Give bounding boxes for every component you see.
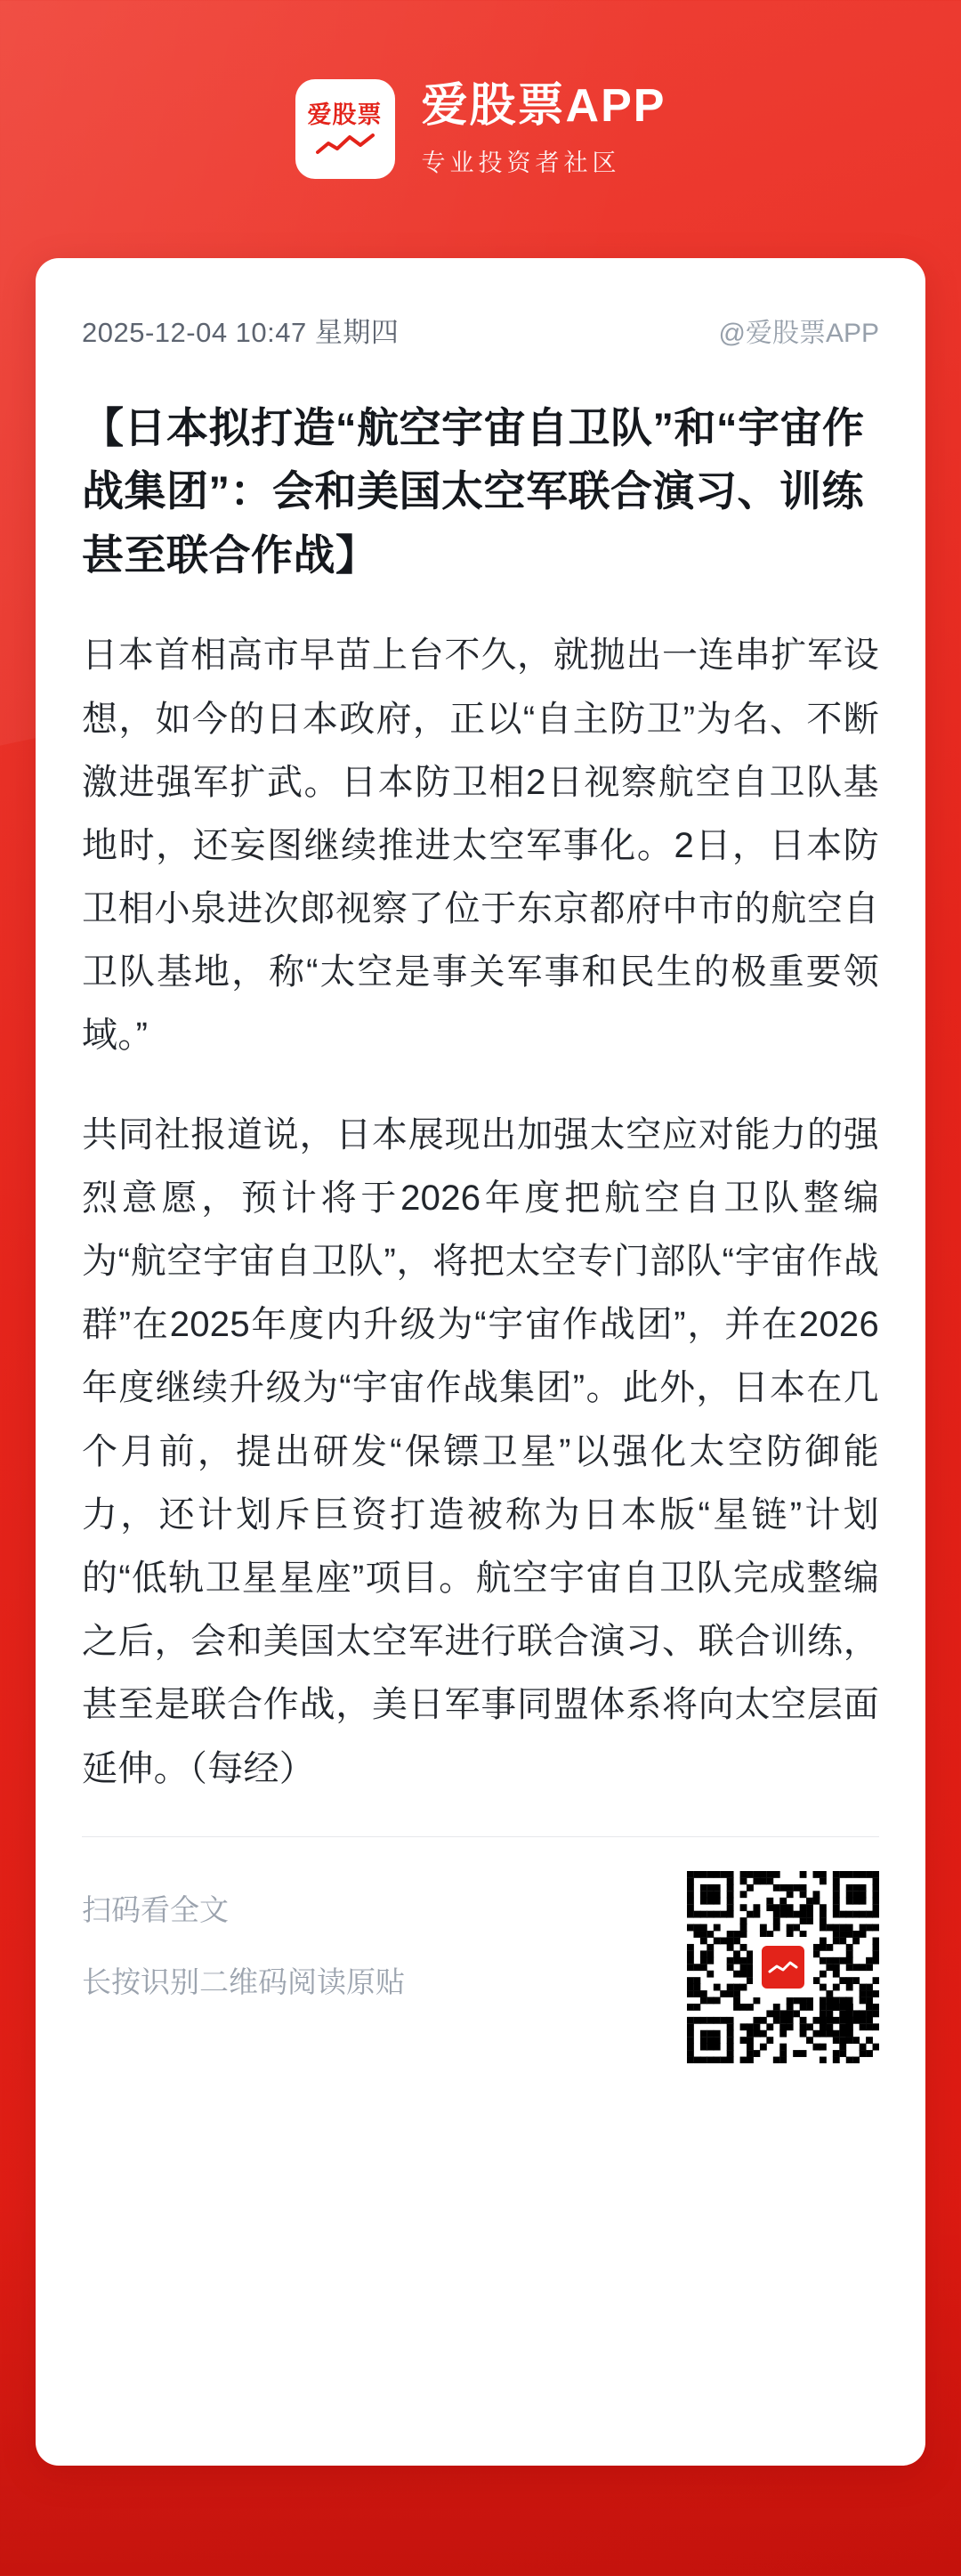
footer-divider bbox=[82, 1836, 879, 1837]
qr-center-logo-icon bbox=[758, 1942, 808, 1992]
article-card bbox=[36, 258, 925, 2466]
scan-hint-group bbox=[82, 1871, 405, 2001]
app-brand-header bbox=[36, 0, 925, 258]
app-logo-text: 爱股票 bbox=[307, 101, 383, 129]
article-meta bbox=[82, 310, 879, 350]
scan-hint-secondary: 长按识别二维码阅读原贴 bbox=[82, 1964, 405, 1998]
article-footer bbox=[82, 1871, 879, 2117]
scan-hint-primary: 扫码看全文 bbox=[82, 1892, 229, 1926]
app-brand-text bbox=[422, 80, 666, 179]
article-paragraph: 日本首相高市早苗上台不久，就抛出一连串扩军设想，如今的日本政府，正以“自主防卫”为名、不断激进强军扩武。日本防卫相2日视察航空自卫队基地时，还妄图继续推进太空军事化。2日，日本防卫相小泉进次郎视察了位于东京都府中市的航空自卫队基地，称“太空是事关军事和民生的极重要领域。” bbox=[82, 636, 879, 1056]
app-title: 爱股票APP bbox=[421, 79, 666, 132]
article-headline: 【日本拟打造“航空宇宙自卫队”和“宇宙作战集团”：会和美国太空军联合演习、训练 甚至联合作战】 bbox=[82, 404, 865, 579]
article-paragraph: 共同社报道说，日本展现出加强太空应对能力的强烈意愿，预计将于2026年度把航空自卫队整编为“航空宇宙自卫队”，将把太空专门部队“宇宙作战群”在2025年度内升级为“宇宙作战团”，并在2026年度继续升级为“宇宙作战集团”。此外，日本在几个月前，提出研发“保镖卫星”以强化太空防御能力，还计划斥巨资打造被称为日本版“星链”计划的“低轨卫星星座”项目。航空宇宙自卫队完成整编之后，会和美国太空军进行联合演习、联合训练，甚至是联合作战，美日军事同盟体系将向太空层面延伸。（每经） bbox=[82, 1114, 879, 1788]
qr-code[interactable] bbox=[687, 1871, 879, 2063]
app-logo bbox=[295, 79, 395, 179]
app-subtitle: 专业投资者社区 bbox=[421, 150, 621, 177]
article-datetime: 2025-12-04 10:47 星期四 bbox=[82, 317, 400, 348]
author-handle: @爱股票APP bbox=[718, 318, 879, 348]
chart-line-icon bbox=[316, 133, 375, 156]
